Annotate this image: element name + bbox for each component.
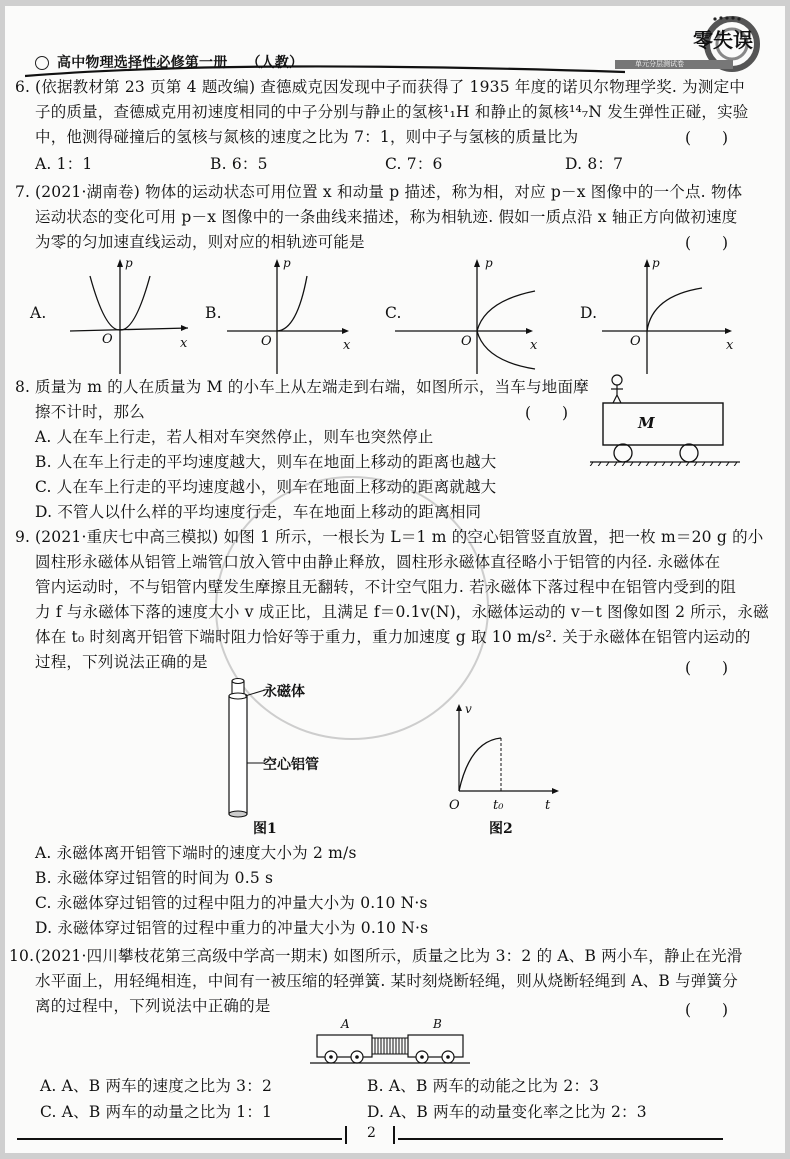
option-c[interactable]: C. 人在车上行走的平均速度越小，则车在地面上移动的距离就越大 <box>35 478 497 496</box>
question-line: 水平面上，用轻绳相连，中间有一被压缩的轻弹簧. 某时刻烧断轻绳，则从烧断轻绳到 A、B 与弹簧分 <box>35 972 738 990</box>
option-a[interactable]: A. 永磁体离开铝管下端时的速度大小为 2 m/s <box>35 844 357 862</box>
cart-figure <box>585 371 755 466</box>
option-d[interactable]: D. 不管人以什么样的平均速度行走，车在地面上移动的距离相同 <box>35 503 482 521</box>
question-line: (依据教材第 23 页第 4 题改编) 查德威克因发现中子而获得了 1935 年度的诺贝尔物理学奖. 为测定中 <box>35 78 745 96</box>
magnet-label: 永磁体 <box>263 684 305 700</box>
question-line: 质量为 m 的人在质量为 M 的小车上从左端走到右端，如图所示，当车与地面摩 <box>35 378 589 396</box>
question-line: 离的过程中，下列说法中正确的是 <box>35 997 271 1015</box>
graph-option-c[interactable] <box>385 256 560 376</box>
footer-rule-left <box>17 1138 342 1140</box>
tube-label: 空心铝管 <box>263 757 319 773</box>
t-axis-label: t <box>545 798 551 813</box>
question-line: 擦不计时，那么 <box>35 403 145 421</box>
origin-label: O <box>102 332 113 347</box>
answer-blank[interactable]: ( ) <box>685 129 729 147</box>
x-axis-label: x <box>180 336 188 351</box>
graph-c <box>395 256 545 374</box>
answer-blank[interactable]: ( ) <box>685 659 729 677</box>
cart-a-label: A <box>341 1017 350 1031</box>
figure-1-caption: 图1 <box>253 821 277 837</box>
question-line: (2021·四川攀枝花第三高级中学高一期末) 如图所示，质量之比为 3：2 的 A、B 两小车，静止在光滑 <box>35 947 743 965</box>
book-title: 高中物理选择性必修第一册 <box>57 55 228 71</box>
option-d[interactable]: D. A、B 两车的动量变化率之比为 2：3 <box>367 1103 647 1121</box>
footer-bar-right <box>393 1126 395 1144</box>
y-axis-label: p <box>283 256 291 270</box>
question-line: 中，他测得碰撞后的氢核与氮核的速度之比为 7：1，则中子与氢核的质量比为 <box>35 128 579 146</box>
footer-rule-right <box>398 1138 723 1140</box>
question-line: 过程，下列说法正确的是 <box>35 653 208 671</box>
answer-blank[interactable]: ( ) <box>685 1001 729 1019</box>
graph-option-d[interactable] <box>580 256 755 376</box>
option-c[interactable]: C. 永磁体穿过铝管的过程中阻力的冲量大小为 0.10 N·s <box>35 894 428 912</box>
option-label: C. <box>385 304 402 322</box>
cart-b-label: B <box>433 1017 442 1031</box>
brand-name: 零失误 <box>693 28 753 52</box>
question-line: (2021·湖南卷) 物体的运动状态可用位置 x 和动量 p 描述，称为相，对应 p－x 图像中的一个点. 物体 <box>35 183 743 201</box>
graph-d <box>602 256 742 374</box>
brand-logo <box>615 10 775 72</box>
option-b[interactable]: B. 6：5 <box>210 155 268 173</box>
question-line: 管内运动时，不与铝管内壁发生摩擦且无翻转，不计空气阻力. 若永磁体下落过程中在铝管内受到的阻 <box>35 578 737 596</box>
question-line: 圆柱形永磁体从铝管上端管口放入管中由静止释放，圆柱形永磁体直径略小于铝管的内径. 永磁体在 <box>35 553 721 571</box>
option-label: D. <box>580 304 598 322</box>
option-b[interactable]: B. 永磁体穿过铝管的时间为 0.5 s <box>35 869 274 887</box>
origin-label: O <box>461 334 472 349</box>
cart-mass-label: M <box>638 414 655 432</box>
option-b[interactable]: B. A、B 两车的动能之比为 2：3 <box>367 1077 600 1095</box>
option-a[interactable]: A. A、B 两车的速度之比为 3：2 <box>40 1077 273 1095</box>
question-line: 子的质量，查德威克用初速度相同的中子分别与静止的氢核¹₁H 和静止的氮核¹⁴₇N 发生弹性正碰，实验 <box>35 103 749 121</box>
option-b[interactable]: B. 人在车上行走的平均速度越大，则车在地面上移动的距离也越大 <box>35 453 497 471</box>
option-d[interactable]: D. 永磁体穿过铝管的过程中重力的冲量大小为 0.10 N·s <box>35 919 429 937</box>
question-line: 运动状态的变化可用 p－x 图像中的一条曲线来描述，称为相轨迹. 假如一质点沿 x 轴正方向做初速度 <box>35 208 738 226</box>
question-number: 10. <box>9 947 35 965</box>
answer-blank[interactable]: ( ) <box>525 404 569 422</box>
question-number: 7. <box>15 183 31 201</box>
graph-b <box>227 256 357 374</box>
figure-2-caption: 图2 <box>489 821 513 837</box>
y-axis-label: p <box>125 256 133 270</box>
origin-label: O <box>449 798 460 813</box>
option-c[interactable]: C. 7：6 <box>385 155 443 173</box>
option-d[interactable]: D. 8：7 <box>565 155 624 173</box>
question-number: 8. <box>15 378 31 396</box>
option-label: A. <box>30 304 47 322</box>
edition-label: （人教） <box>246 55 304 71</box>
graph-a <box>60 256 190 374</box>
option-a[interactable]: A. 1：1 <box>35 155 93 173</box>
option-a[interactable]: A. 人在车上行走，若人相对车突然停止，则车也突然停止 <box>35 428 434 446</box>
two-carts-spring-figure <box>305 1021 475 1066</box>
t0-label: t₀ <box>493 798 504 813</box>
x-axis-label: x <box>343 338 351 353</box>
v-axis-label: v <box>465 702 472 716</box>
page-number: 2 <box>367 1125 376 1141</box>
y-axis-label: p <box>485 256 493 270</box>
brand-subtitle: 单元分层测试卷 <box>635 60 684 68</box>
question-line: 力 f 与永磁体下落的速度大小 v 成正比，且满足 f＝0.1v(N)，永磁体运动的 v－t 图像如图 2 所示，永磁 <box>35 603 769 621</box>
origin-label: O <box>630 334 641 349</box>
question-line: 为零的匀加速直线运动，则对应的相轨迹可能是 <box>35 233 365 251</box>
x-axis-label: x <box>726 338 734 353</box>
option-label: B. <box>205 304 222 322</box>
x-axis-label: x <box>530 338 538 353</box>
question-number: 6. <box>15 78 31 96</box>
answer-blank[interactable]: ( ) <box>685 234 729 252</box>
question-line: (2021·重庆七中高三模拟) 如图 1 所示，一根长为 L＝1 m 的空心铝管竖直放置，把一枚 m＝20 g 的小 <box>35 528 764 546</box>
origin-label: O <box>261 334 272 349</box>
question-number: 9. <box>15 528 31 546</box>
graph-option-a[interactable] <box>30 256 190 376</box>
question-line: 体在 t₀ 时刻离开铝管下端时阻力恰好等于重力，重力加速度 g 取 10 m/s². 关于永磁体在铝管内运动的 <box>35 628 751 646</box>
footer-bar-left <box>345 1126 347 1144</box>
v-t-graph <box>445 701 565 801</box>
y-axis-label: p <box>652 256 660 270</box>
option-c[interactable]: C. A、B 两车的动量之比为 1：1 <box>40 1103 273 1121</box>
graph-option-b[interactable] <box>205 256 365 376</box>
exam-page <box>5 6 785 1153</box>
